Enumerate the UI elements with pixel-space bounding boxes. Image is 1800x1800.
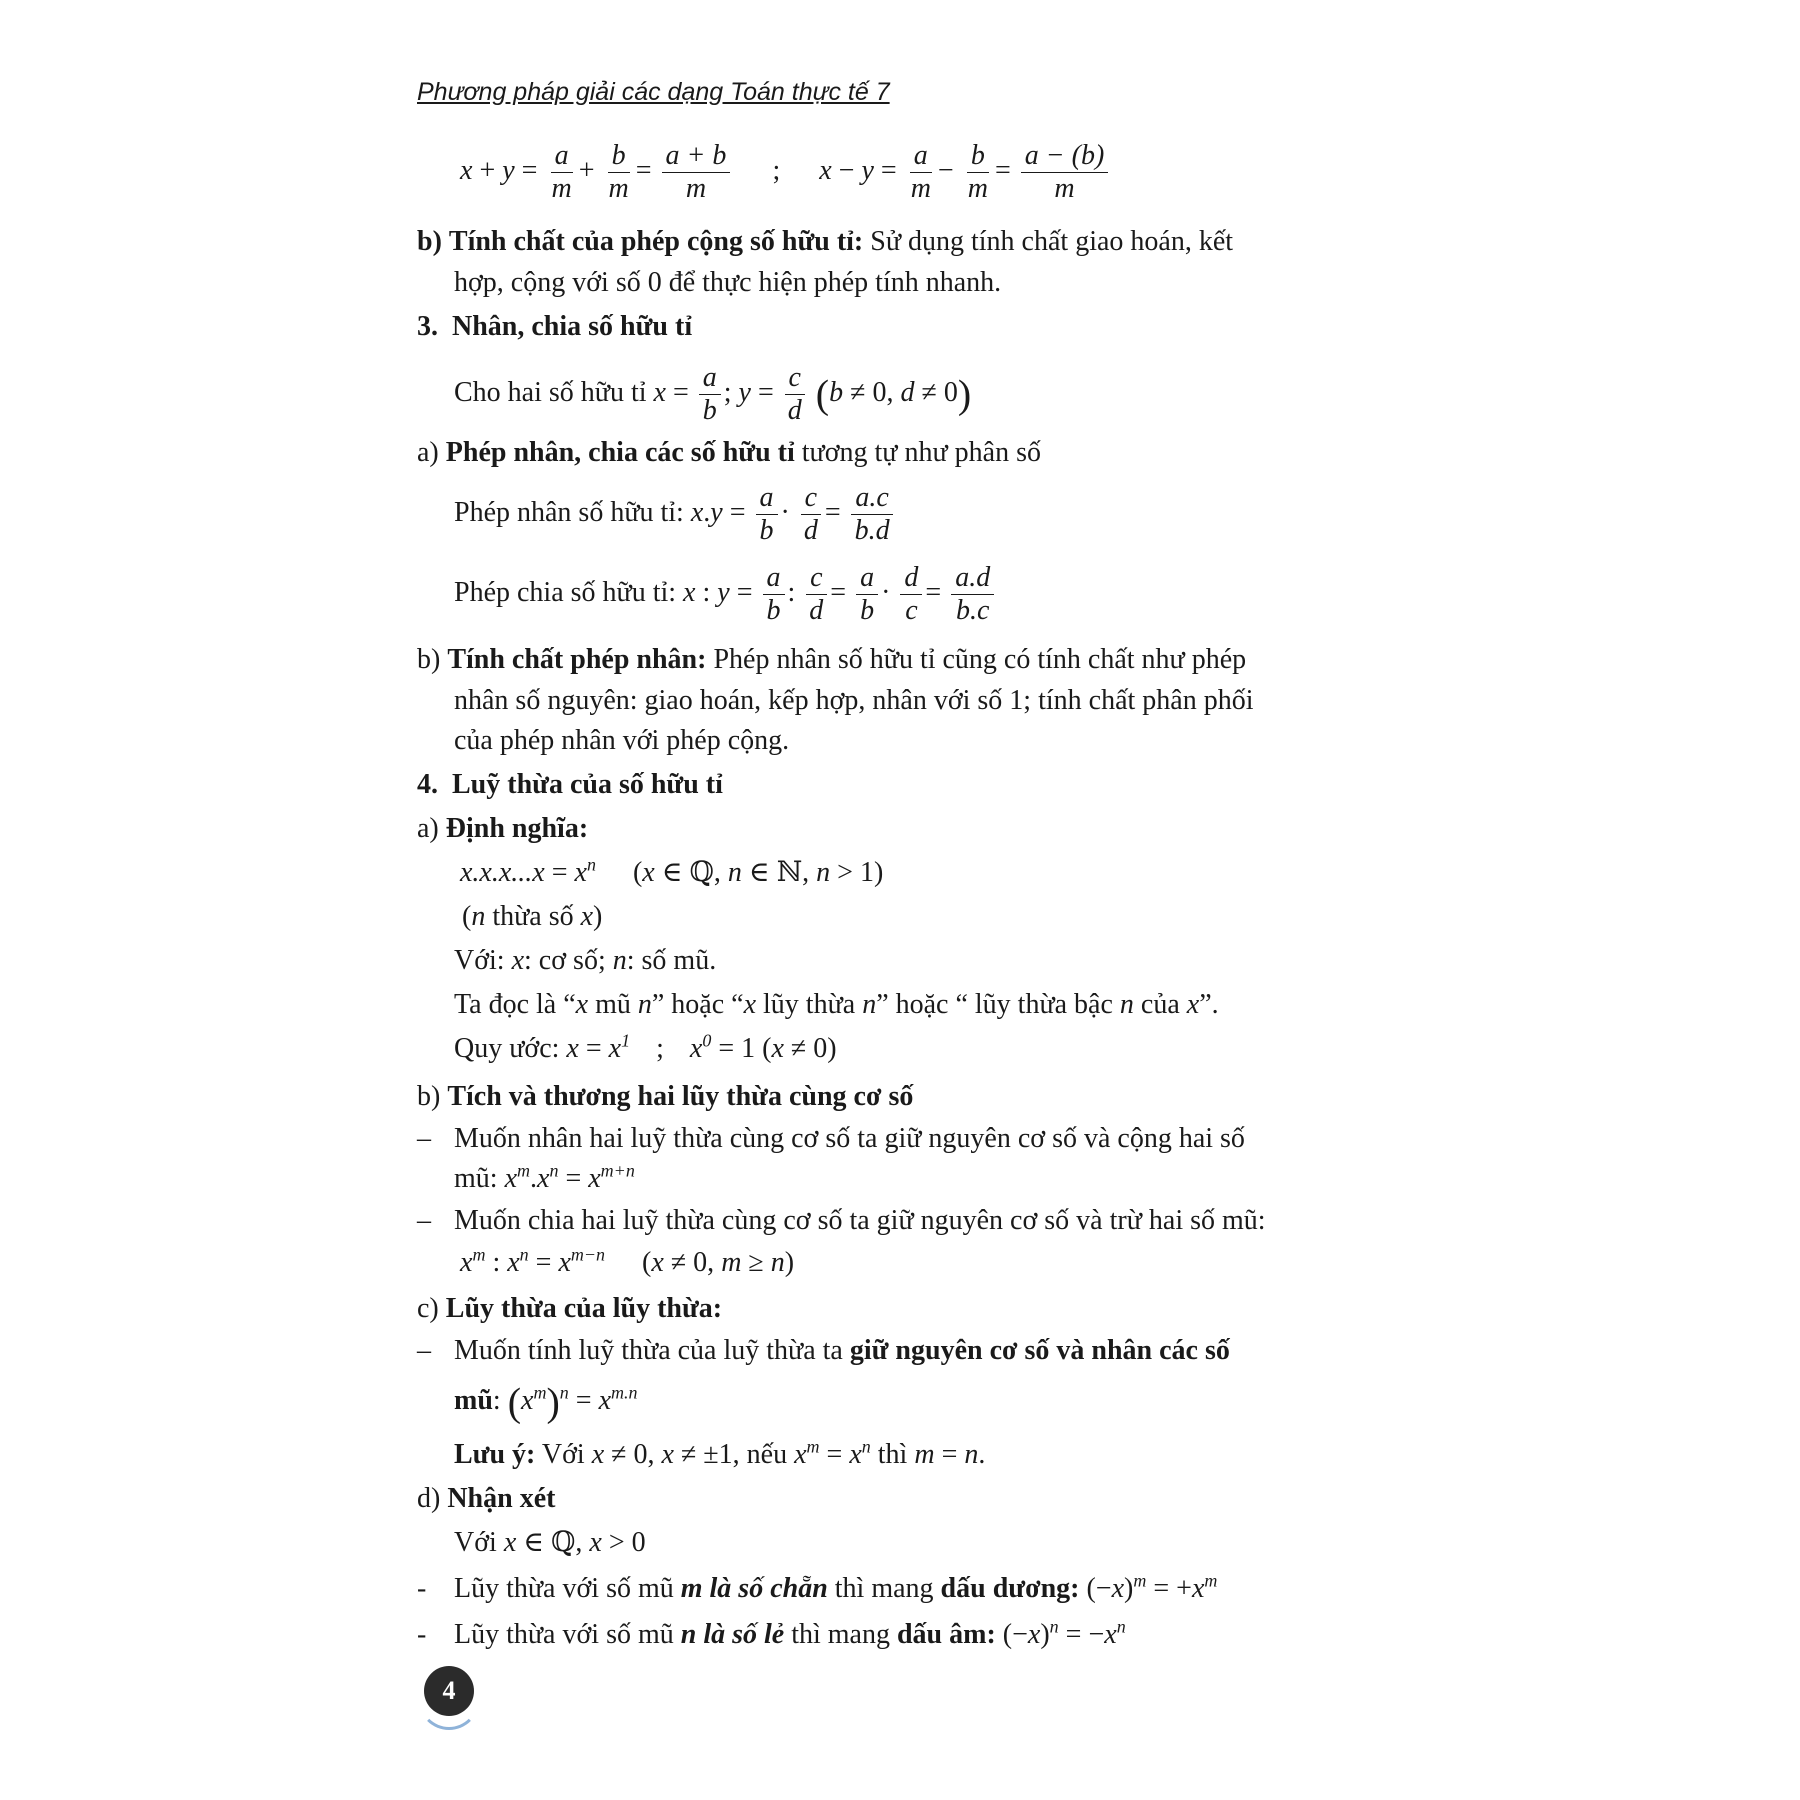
formula-separator: ;	[772, 155, 781, 187]
convention-line: Quy ước: $x = x^1$ ; $x^0 = 1$ (x ≠ 0)	[454, 1030, 837, 1064]
paragraph-line: hợp, cộng với số 0 để thực hiện phép tính nhanh.	[454, 267, 1002, 298]
multiply-powers-formula: mũ: $x^m.x^n = x^{m+n}$	[454, 1160, 635, 1194]
dash-item-even: -	[417, 1573, 427, 1604]
b-product-quotient: b) Tích và thương hai lũy thừa cùng cơ số	[417, 1081, 914, 1112]
base-exponent-line: Với: x: cơ số; n: số mũ.	[454, 945, 717, 976]
division-formula: Phép chia số hữu tỉ: x : y = $\frac{a}{b}$ : $\frac{c}{d}$ = $\frac{a}{b}$ · $\frac{d}{c}$ = $\frac{a.d}{b.c}$	[454, 562, 997, 627]
paragraph-line: Muốn nhân hai luỹ thừa cùng cơ số ta giữ nguyên cơ số và cộng hai số	[454, 1123, 1245, 1154]
a-definition: a) Định nghĩa:	[417, 813, 589, 844]
even-exponent-rule: Lũy thừa với số mũ m là số chẵn thì mang dấu dương: $(-x)^m = +x^m$	[454, 1570, 1218, 1604]
dash-item-power: –	[417, 1335, 431, 1366]
dash-item-odd: -	[417, 1619, 427, 1650]
power-definition-formula: $x.x.x...x = x^n$ (x ∈ ℚ, n ∈ ℕ, n > 1)	[460, 854, 884, 888]
section-3-heading: 3. Nhân, chia số hữu tỉ	[417, 311, 693, 342]
d-remark: d) Nhận xét	[417, 1483, 556, 1514]
paragraph-line: Muốn chia hai luỹ thừa cùng cơ số ta giữ nguyên cơ số và trừ hai số mũ:	[454, 1205, 1266, 1236]
page-number: 4	[424, 1666, 474, 1716]
power-of-power-formula: mũ: $(x^m)^n = x^{m.n}$	[454, 1379, 638, 1425]
dash-item-divide: –	[417, 1205, 431, 1236]
paragraph-line: nhân số nguyên: giao hoán, kếp hợp, nhân với số 1; tính chất phân phối	[454, 685, 1254, 716]
odd-exponent-rule: Lũy thừa với số mũ n là số lẻ thì mang dấu âm: $(-x)^n = -x^n$	[454, 1616, 1126, 1650]
item-label: b)	[417, 226, 442, 257]
b-multiplication-properties: b) Tính chất phép nhân: Phép nhân số hữu tỉ cũng có tính chất như phép	[417, 644, 1247, 675]
note-line: Lưu ý: Với x ≠ 0, x ≠ ±1, nếu $x^m = x^n$ thì m = n.	[454, 1436, 986, 1470]
page-number-badge	[418, 1660, 480, 1722]
c-power-of-power: c) Lũy thừa của lũy thừa:	[417, 1293, 723, 1324]
paragraph-line: Muốn tính luỹ thừa của luỹ thừa ta giữ nguyên cơ số và nhân các số	[454, 1335, 1230, 1366]
divide-powers-formula: $x^m$ : $x^n = x^{m-n}$ (x ≠ 0, m ≥ n)	[460, 1244, 795, 1278]
given-rationals-line: Cho hai số hữu tỉ x = $\frac{a}{b}$ ; y = $\frac{c}{d}$ (b ≠ 0, d ≠ 0)	[454, 362, 972, 427]
multiplication-formula: Phép nhân số hữu tỉ: x.y = $\frac{a}{b}$ · $\frac{c}{d}$ = $\frac{a.c}{b.d}$	[454, 482, 897, 547]
a-multiply-divide: a) Phép nhân, chia các số hữu tỉ tương tự như phân số	[417, 437, 1041, 468]
b-addition-properties: b) Tính chất của phép cộng số hữu tỉ: Sử dụng tính chất giao hoán, kết	[417, 226, 1234, 257]
condition-line: Với x ∈ ℚ, x > 0	[454, 1527, 646, 1558]
dash-item-multiply: –	[417, 1123, 431, 1154]
bold-term: Tính chất của phép cộng số hữu tỉ:	[448, 226, 864, 257]
add-sub-formula: x + y = $\frac{a}{m}$ + $\frac{b}{m}$ = $\frac{a + b}{m}$ ; x − y = $\frac{a}{m}$ − $\frac{b}{m}$ = $\frac{a - (b)}{m}$	[460, 140, 1111, 205]
running-header: Phương pháp giải các dạng Toán thực tế 7	[417, 78, 890, 106]
section-4-heading: 4. Luỹ thừa của số hữu tỉ	[417, 769, 723, 800]
reading-line: Ta đọc là “x mũ n” hoặc “x lũy thừa n” hoặc “ lũy thừa bậc n của x”.	[454, 989, 1219, 1020]
paragraph-line: của phép nhân với phép cộng.	[454, 725, 790, 756]
n-factors-note: (n thừa số x)	[462, 901, 603, 932]
